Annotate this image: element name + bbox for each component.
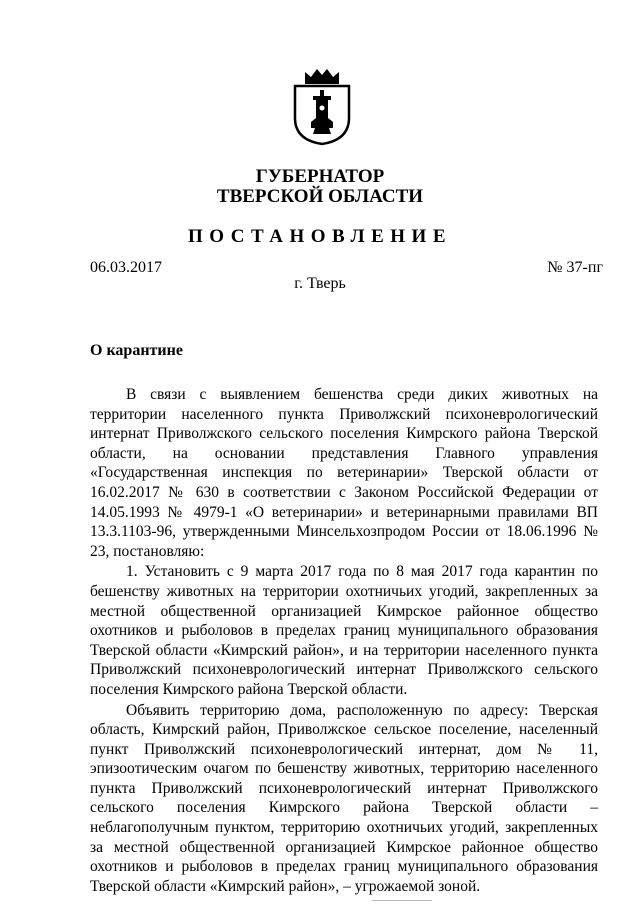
paragraph: В связи с выявлением бешенства среди диких животных на территории населенного пункта Приволжский психоневрологический интернат Приволжского сельского поселения Кимрского района Тверской области, на основании представления Главного управления «Государственная инспекция по ветеринарии» Тверской области от 16.02.2017 № 630 в соответствии с Законом Российской Федерации от 14.05.1993 № 4979-1 «О ветеринарии» и ветеринарными правилами ВП 13.3.1103-96, утвержденными Минсельхозпродом России от 18.06.1996 № 23, постановляю:	[90, 386, 598, 560]
document-number: № 37-пг	[547, 259, 603, 276]
header-title-line1: ГУБЕРНАТОР	[255, 166, 385, 187]
document-city: г. Тверь	[294, 275, 346, 292]
coat-of-arms-icon	[291, 66, 353, 146]
paragraph: Объявить территорию дома, расположенную по адресу: Тверская область, Кимрский район, Приволжское сельское поселение, населенный пункт Приволжский психоневрологический интернат, дом № 11, эпизоотическим очагом по бешенству животных, территорию населенного пункта Приволжский психоневрологический интернат Приволжского сельского поселения Кимрского района Тверской области – неблагополучным пунктом, территорию охотничьих угодий, закрепленных за местной общественной организацией Кимрское районное общество охотников и рыболовов в пределах границ муниципального образования Тверской области «Кимрский район», – угрожаемой зоной.	[90, 701, 598, 895]
page-edge-mark	[372, 900, 432, 901]
paragraph: 1. Установить с 9 марта 2017 года по 8 мая 2017 года карантин по бешенству животных на территории охотничьих угодий, закрепленных за местной общественной организацией Кимрское районное общество охотников и рыболовов в пределах границ муниципального образования Тверской области «Кимрский район», и на территории населенного пункта Приволжский психоневрологический интернат Приволжского сельского поселения Кимрского района Тверской области.	[90, 563, 598, 698]
document-type: ПОСТАНОВЛЕНИЕ	[187, 226, 453, 247]
document-subject: О карантине	[90, 342, 183, 359]
header-title-line2: ТВЕРСКОЙ ОБЛАСТИ	[216, 186, 424, 207]
document-date: 06.03.2017	[90, 259, 162, 276]
document-body	[90, 385, 598, 896]
